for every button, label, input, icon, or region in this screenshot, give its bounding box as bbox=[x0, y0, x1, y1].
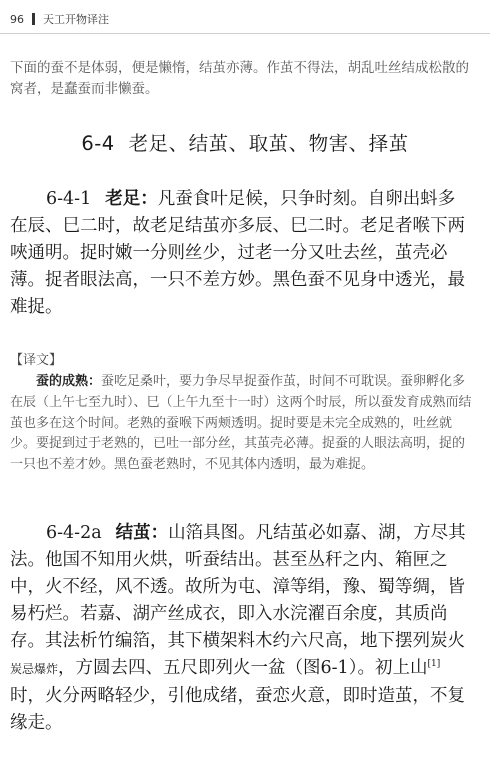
translation-text: 蚕吃足桑叶，要力争尽早捉蚕作茧，时间不可耽误。蚕卵孵化多在辰（上午七至九时）、巳（上午九至十一时）这两个时辰，所以蚕发育成熟而结茧也多在这个时间。老熟的蚕喉下两颊透明。捉时要是未完全成熟的，吐丝就少。要捉到过于老熟的，已吐一部分丝，其茧壳必薄。捉蚕的人眼法高明，捉的一只也不差才妙。黑色蚕老熟时，不见其体内透明，最为难捉。 bbox=[10, 374, 472, 473]
translation-label: 【译文】 bbox=[10, 353, 63, 368]
running-head-divider bbox=[32, 13, 35, 25]
section-number: 6-4 bbox=[81, 132, 115, 155]
carryover-note-paragraph: 下面的蚕不是体弱，便是懒惰，结茧亦薄。作茧不得法，胡乱吐丝结成松散的窝者，是蠢蚕而非懒蚕。 bbox=[10, 60, 469, 97]
entry-text-a: 山箔具图。凡结茧必如嘉、湖，方尽其法。他国不知用火烘，听蚕结出。甚至丛秆之内、箱匣之中，火不经，风不透。故所为屯、漳等绢，豫、蜀等绸，皆易朽烂。若嘉、湖产丝成衣，即入水浣濯百余度，其质尚存。其法析竹编箔，其下横架料木约六尺高，地下摆列炭火 bbox=[10, 523, 466, 651]
header-rule bbox=[0, 33, 490, 34]
section-title: 老足、结茧、取茧、物害、择茧 bbox=[128, 132, 409, 155]
entry-number: 6-4-1 bbox=[46, 189, 92, 209]
entry-term: 结茧： bbox=[115, 523, 169, 543]
entry-number: 6-4-2a bbox=[46, 523, 102, 543]
translation-term: 蚕的成熟： bbox=[36, 374, 102, 389]
translation-paragraph bbox=[10, 372, 475, 476]
original-text-6-4-1 bbox=[10, 186, 472, 321]
book-title: 天工开物译注 bbox=[43, 13, 109, 26]
running-head bbox=[10, 10, 109, 28]
entry-text-b: ，方圆去四、五尺即列火一盆（图6-1）。初上山 bbox=[58, 658, 428, 678]
section-heading bbox=[0, 128, 490, 156]
footnote-reference[interactable]: [1] bbox=[427, 659, 441, 670]
page-number: 96 bbox=[10, 12, 24, 26]
original-text-6-4-2a bbox=[10, 520, 472, 737]
entry-text-c: 时，火分两略轻少，引他成绪，蚕恋火意，即时造茧，不复缘走。 bbox=[10, 686, 465, 733]
inline-small-note: 炭忌爆炸 bbox=[10, 662, 59, 676]
entry-text: 凡蚕食叶足候，只争时刻。自卵出蚪多在辰、巳二时，故老足结茧亦多辰、巳二时。老足者喉下两唊通明。捉时嫩一分则丝少，过老一分又吐去丝，茧壳必薄。捉者眼法高，一只不差方妙。黑色蚕不见身中透光，最难捉。 bbox=[10, 189, 465, 317]
entry-term: 老足： bbox=[105, 189, 158, 209]
